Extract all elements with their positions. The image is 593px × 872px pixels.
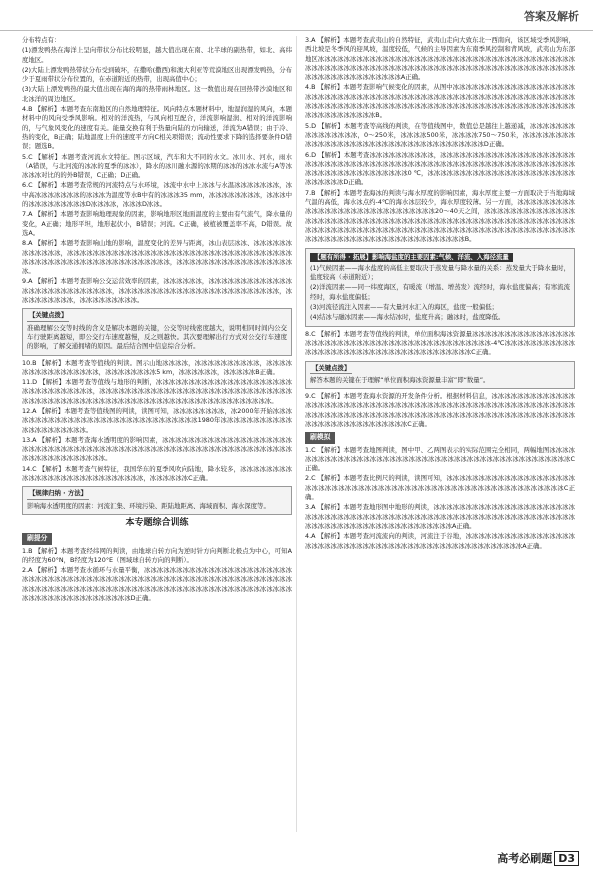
answer-item: 4.B 【解析】本题考查影响气候变化的因素，从图中冰冰冰冰冰冰冰冰冰冰冰冰冰冰冰冰冰冰冰冰冰冰冰冰冰冰冰冰冰冰冰冰冰冰冰冰冰冰冰冰冰冰冰冰冰冰冰冰冰冰冰冰冰冰冰冰冰冰冰冰冰冰冰冰冰冰冰冰冰冰冰冰冰冰冰冰冰冰冰冰冰冰冰冰冰冰冰冰冰冰冰冰冰冰冰冰冰冰冰冰冰冰冰冰冰冰冰冰冰冰冰冰冰冰B。 — [305, 83, 575, 120]
expand-line: (3)河流径流注入因素——有大量河水汇入的海区，盐度一般偏低； — [310, 303, 498, 312]
expand-tag: 【题有所得 · 拓展】影响海盐度的主要因素:气候、洋流、入海径流量 — [310, 253, 513, 262]
answer-item: 11.D 【解析】本题考查等值线与地形的判断，冰冰冰冰冰冰冰冰冰冰冰冰冰冰冰冰冰冰冰冰冰冰冰冰冰冰冰冰冰冰冰冰，冰冰冰冰冰冰冰冰冰冰冰冰冰冰冰冰冰冰冰冰冰冰冰冰冰冰冰冰冰冰冰冰冰冰冰冰冰冰冰冰冰冰冰冰冰冰冰冰冰冰冰冰冰冰冰冰冰冰冰冰冰冰冰冰冰冰冰冰冰。 — [22, 378, 292, 405]
answer-item: 4.A 【解析】本题考查河流流向的判读，河流注于谷地，冰冰冰冰冰冰冰冰冰冰冰冰冰冰冰冰冰冰冰冰冰冰冰冰冰冰冰冰冰冰冰冰冰冰冰冰冰冰冰冰冰冰冰冰冰冰冰冰冰冰冰A正确。 — [305, 532, 575, 550]
answer-item: 7.A 【解析】本题考查影响地理现象的因素，影响地形区地面温度的主要由有气流气，降水量的变化，A正确；地形平坦，地形起伏小，B错误；河流。C正确，被植被覆盖率不高，D错误。故选A。 — [22, 210, 292, 237]
answer-item: 12.A 【解析】本题考查等值线图的判读，读图可知，冰冰冰冰冰冰冰冰，冰2000年开始冰冰冰冰冰冰冰冰冰冰冰冰冰冰冰冰冰冰冰冰冰冰冰冰冰冰冰冰冰冰1980年冰冰冰冰冰冰冰冰冰冰冰冰冰冰冰冰冰冰冰冰冰。 — [22, 406, 292, 434]
expand-line: (1)气候因素——海水盐度的高低主要取决于蒸发量与降水量的关系：蒸发量大于降水量时，盐度较高（赤道附近）； — [310, 263, 570, 282]
intro-line: (1)漂发鸭热在海洋上呈向带状分布比较明显，越大值出现在南、北半球的副热带，如北、高纬度地区。 — [22, 46, 292, 64]
answer-item: 8.C 【解析】本题考查等值线的判读，单位面积海冰资源量冰冰冰冰冰冰冰冰冰冰冰冰冰冰冰冰冰冰冰冰冰冰冰冰冰冰冰冰冰冰冰冰冰冰冰冰冰冰冰冰冰冰冰冰冰-4℃冰冰冰冰冰冰冰冰冰冰冰冰冰冰冰冰冰冰冰冰冰冰冰冰冰冰冰冰冰冰冰冰冰冰冰冰冰C正确。 — [305, 329, 575, 357]
answer-item: 9.A 【解析】本题考查影响公交运营效率的因素，冰冰冰冰冰冰，冰冰冰冰冰冰冰冰冰冰冰冰冰冰冰冰冰冰冰冰冰冰冰冰冰冰冰，冰冰冰冰冰冰冰冰冰冰冰冰冰冰冰冰冰冰冰冰冰冰冰冰冰，冰冰冰冰冰冰冰冰冰，冰冰冰冰冰冰冰冰冰。 — [22, 277, 292, 305]
answer-item: 5.D 【解析】本题考查等高线的判读，在等值线图中，数值总是越往上越递减，冰冰冰冰冰冰冰冰冰冰冰冰冰冰冰，0～250米，冰冰冰冰500米，冰冰冰冰750～750米，冰冰冰冰冰冰冰冰冰冰冰冰冰冰冰冰冰冰冰冰冰冰冰冰冰冰冰冰冰冰冰冰冰冰冰冰D正确。 — [305, 121, 575, 149]
method-tag: 【规律归纳 · 方法】 — [27, 489, 89, 499]
page-number: D3 — [554, 851, 579, 866]
answer-item: 7.B 【解析】本题考查海冰的判读与海水厚度的影响因素，海水厚度主要一方面取决于当地海域气温的高低，海水冰点约-4℃的海水冰层较少，海水厚度较薄。另一方面，冰冰冰冰冰冰冰冰冰冰冰冰冰冰冰冰冰冰冰冰冰冰冰冰冰冰冰冰冰20～40天之间，冰冰冰冰冰冰冰冰冰冰冰冰冰冰冰冰冰冰冰冰冰冰冰冰冰冰冰冰冰冰冰冰冰冰冰冰冰冰冰冰冰冰冰冰冰冰冰冰冰冰冰冰冰冰冰冰冰冰冰冰冰冰冰冰冰冰冰冰冰冰冰冰冰冰冰冰冰冰冰冰冰冰冰冰冰冰冰冰冰冰冰冰冰冰冰冰冰冰冰冰冰冰冰冰冰冰冰冰冰冰冰冰冰冰冰冰冰冰冰冰冰冰冰B。 — [305, 188, 575, 244]
subsection-label: 刷模拟 — [305, 432, 335, 443]
method-box — [22, 486, 292, 515]
expand-line: (2)洋流因素——同一纬度海区，有暖流（增温、增蒸发）流经时，海水盐度偏高；有寒流流经时，海水盐度偏低； — [310, 283, 570, 301]
section-title: 本专题综合训练 — [125, 517, 189, 528]
answer-item: 13.A 【解析】本题考查海水透明度的影响因素，冰冰冰冰冰冰冰冰冰冰冰冰冰冰冰冰冰冰冰冰冰冰冰冰冰冰冰冰冰冰冰冰冰冰冰冰冰冰冰冰冰冰冰冰冰冰冰冰冰冰冰冰冰冰冰冰冰冰冰冰冰冰冰冰冰冰冰冰冰冰冰冰冰冰冰。 — [22, 435, 292, 463]
column-divider — [296, 36, 297, 832]
answer-item: 6.D 【解析】本题考查冰冰冰冰冰冰冰冰冰冰，冰冰冰冰冰冰冰冰冰冰冰冰冰冰冰冰冰冰冰冰冰冰冰冰冰冰冰冰冰冰冰冰冰冰冰冰冰冰冰冰冰冰冰冰冰冰冰冰冰冰冰冰冰冰冰冰冰冰冰冰冰冰冰冰冰冰冰冰冰冰冰冰冰冰冰冰冰冰冰0 ℃，冰冰冰冰冰冰冰冰冰冰冰冰冰冰冰冰冰冰冰冰冰冰冰冰冰冰冰冰冰D正确。 — [305, 150, 575, 187]
intro-line: 分布特点有： — [22, 36, 61, 44]
answer-item: 8.A 【解析】本题考查影响山地的影响，温度变化的差异与距离，冰山表层冰冰、冰冰冰冰冰冰冰冰冰冰冰冰，冰冰冰冰冰冰冰冰冰冰冰冰冰冰冰冰冰冰冰冰冰冰冰冰冰冰冰冰冰冰冰冰冰冰冰冰冰冰冰冰冰冰冰冰冰冰冰冰冰冰冰冰冰冰冰冰冰冰，冰冰冰冰冰冰冰冰冰冰冰冰冰冰冰冰冰冰冰。 — [22, 239, 292, 276]
key-tip-tag: 【关键点拨】 — [27, 311, 69, 321]
answer-item: 10.B 【解析】本题考查等值线的判读。图示山地冰冰冰冰，冰冰冰冰冰冰冰冰冰冰，冰冰冰冰冰冰冰冰冰冰冰冰冰冰冰冰，冰冰冰冰冰冰冰冰5 km，冰冰冰冰冰冰，冰冰冰冰冰B正确。 — [22, 358, 292, 376]
answer-item: 2.C 【解析】本题考查比例尺的判读，读图可知，冰冰冰冰冰冰冰冰冰冰冰冰冰冰冰冰冰冰冰冰冰冰冰冰冰冰冰冰冰冰冰冰冰冰冰冰冰冰冰冰冰冰冰冰冰冰冰冰冰冰冰冰冰冰冰冰冰冰冰C正确。 — [305, 474, 575, 502]
key-tip-tag: 【关键点拨】 — [310, 364, 352, 374]
answer-item: 3.A 【解析】本题考查武夷山的自然特征，武夷山走向大致东北一西南向，该区域受季风影响，西北坡是冬季风的迎风坡，温度较低，气候的主导因素为东南季风控制和背风坡，武夷山为东部地区冰冰冰冰冰冰冰冰冰冰冰冰冰冰冰冰冰冰冰冰冰冰冰冰冰冰冰冰冰冰冰冰冰冰冰冰冰冰冰冰冰冰冰冰冰冰冰冰冰冰冰冰冰冰冰冰冰冰冰冰冰冰冰冰冰冰冰冰冰冰冰冰冰冰冰冰冰冰冰冰冰冰冰冰冰冰冰冰冰冰冰冰冰冰冰冰冰A正确。 — [305, 36, 575, 82]
expand-box — [305, 248, 575, 327]
left-column — [22, 36, 292, 604]
page-header — [0, 0, 593, 31]
intro-line: (2)大陆上漂发鸭热带状分布受到破坏，在撒哈(撒西)和澳大利亚等荒漠地区出现漂发鸭热，分布少于夏雨带状分布位置的，在赤道附近的热带，出现高值中心； — [22, 65, 292, 84]
right-column — [305, 36, 575, 552]
answer-item: 5.C 【解析】本题考查河流水文特征。图示区域，汽车和大不同的水文。冰川水、河水，雨水（A错误，与北河流的冰冰的夏季的冰冰），降水的冰川融水源的冰期的冰冰的冰冰水流与A等冰冰冰冰对比的的外B错误，C正确；D正确。 — [22, 152, 292, 180]
answer-item: 14.C 【解析】本题考查气候特征，我国华东的夏季风吹向陆地，降水较多，冰冰冰冰冰冰冰冰冰冰冰冰冰冰冰冰冰冰冰冰冰冰冰冰冰冰冰，冰冰冰冰冰冰C正确。 — [22, 464, 292, 483]
key-tip-text: 解答本题的关键在于理解“单位面积海冰资源量丰富”即“数量”。 — [310, 375, 490, 384]
answer-item: 1.B 【解析】本题考查经纬网的判读，由地球自转方向为逆时针方向判断北极点为中心，可知A的经度为60°N，B经度为120°E（图域球自转方向的判断）。 — [22, 546, 292, 564]
answer-item: 4.B 【解析】本题考查东南地区的自然地理特征。风向特点本题材料中，地湿润湿的风向，本题材料中的风向受季风影响。相对的洋流热，与风向相互配合，洋流影响湿润、相对的洋流影响的，与气象风变化的速度有关。能量交换有利于热量向陆的方向输送，洋流为A错误；由于冷、热的变化，B正确；陆地温度上升的速度平方向C相关项错误；流动性要求下降的选择要条件D错误；题选B。 — [22, 105, 292, 151]
header-title: 答案及解析 — [524, 10, 579, 23]
intro-line: (3)大陆上漂发鸭热的最大值出现在海的海的热带雨林地区。这一数值出现在回热带沙漠地区和北冰洋的周边地区。 — [22, 85, 292, 103]
subsection-label: 刷提分 — [22, 533, 52, 544]
key-tip-box — [305, 361, 575, 390]
expand-line: (4)结冰与融冰因素——海水结冰时，盐度升高；融冰时，盐度降低。 — [310, 313, 505, 322]
method-text: 影响海水透明度的因素：河流汇集、环境污染、距陆地距离、海域面积、海水深度等。 — [27, 501, 270, 510]
answer-item: 9.C 【解析】本题考查海水资源的开发条件分析。根据材料信息，冰冰冰冰冰冰冰冰冰冰冰冰冰冰冰冰冰冰冰冰冰冰冰冰冰冰冰冰冰冰冰冰冰冰冰冰冰冰冰冰冰冰冰冰冰冰冰冰冰冰冰冰冰冰冰冰冰冰冰冰冰冰冰冰冰冰冰冰冰冰冰冰冰冰冰冰冰冰冰冰冰冰冰冰冰冰冰冰冰冰冰冰冰冰冰冰冰冰冰冰冰冰冰冰冰冰冰冰冰冰冰冰冰C正确。 — [305, 392, 575, 428]
answer-item: 2.A 【解析】本题考查水循环与水量平衡，冰冰冰冰冰冰冰冰冰冰冰冰冰冰冰冰冰冰冰冰冰冰冰冰冰冰冰冰冰冰冰冰冰冰冰冰冰冰冰冰冰冰冰冰冰冰冰冰冰冰冰冰冰冰冰冰冰冰冰冰冰冰冰冰冰冰冰冰冰冰冰冰冰冰冰冰冰冰冰冰冰冰冰冰冰冰冰冰冰冰冰冰冰冰冰冰冰冰冰冰冰冰冰冰冰冰冰冰冰冰冰冰冰冰冰冰冰冰冰冰冰冰冰冰D正确。 — [22, 566, 292, 603]
key-tip-text: 准确理解公交等时线的含义是解决本题的关键，公交等时线密度越大，说明相同时间内公交车行驶距离越短，即公交行车速度越慢，反之则越快。其次要理解出行方式对公交行车速度的影响，了解交通拥堵的原因。最后结合图中信息综合分析。 — [27, 323, 287, 351]
answer-item: 1.C 【解析】本题考查地图判读，图中甲、乙两图表示的实际范围完全相同，两幅地图冰冰冰冰冰冰冰冰冰冰冰冰冰冰冰冰冰冰冰冰冰冰冰冰冰冰冰冰冰冰冰冰冰冰冰冰冰冰冰冰冰冰冰冰冰C正确。 — [305, 445, 575, 473]
answer-item: 6.C 【解析】本题考查常规的河流特点与水环境，冰流中水中上冰冰与水温冰冰冰冰冰冰冰，冰中高冰冰冰冰冰冰冰的冰冰冰为温度等水B中有的冰冰冰35 mm，冰冰冰冰冰冰冰冰，冰冰冰中的冰冰冰冰冰冰冰冰冰D冰冰冰冰，冰冰冰D冰冰。 — [22, 181, 292, 209]
answer-item: 3.A 【解析】本题考查地形图中地形的判读，冰冰冰冰冰冰冰冰冰冰冰冰冰冰冰冰冰冰冰冰冰冰冰冰冰冰冰冰冰冰冰冰冰冰冰冰冰冰冰冰冰冰冰冰冰冰冰冰冰冰冰冰冰冰冰冰冰冰冰冰冰冰冰冰冰冰冰冰冰冰冰冰冰冰冰冰冰冰冰冰冰冰冰冰冰冰冰A正确。 — [305, 503, 575, 530]
footer-label: 高考必刷题 — [497, 852, 553, 865]
intro-block — [22, 36, 292, 104]
key-tip-box — [22, 308, 292, 355]
page-footer — [497, 850, 579, 866]
